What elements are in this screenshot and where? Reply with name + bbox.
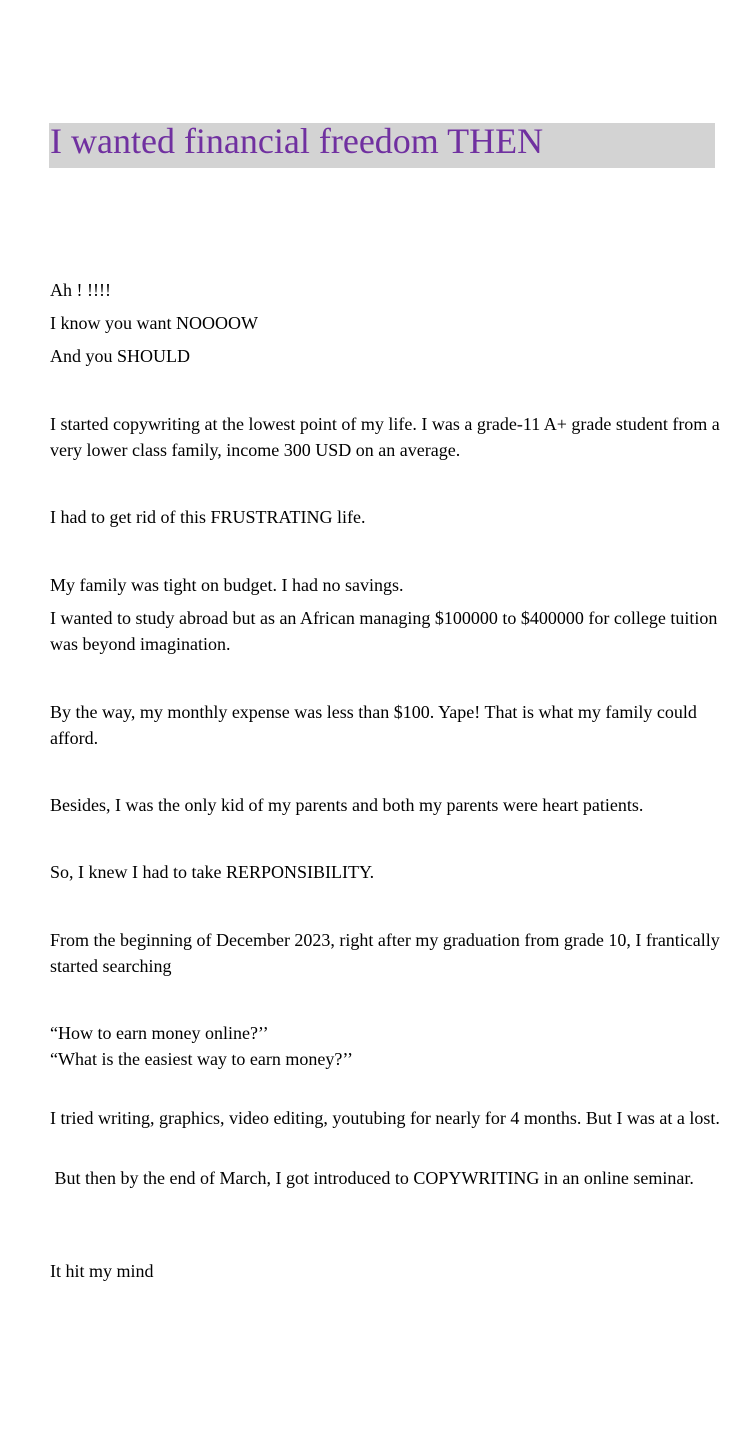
paragraph-4: I started copywriting at the lowest point of my life. I was a grade-11 A+ grade student from a very lower class family, income 300 USD on an average.	[50, 414, 720, 460]
paragraph-14: It hit my mind	[50, 1261, 154, 1281]
paragraph-3: And you SHOULD	[50, 346, 191, 366]
paragraph-6: My family was tight on budget. I had no savings.	[50, 575, 404, 595]
page-title: I wanted financial freedom THEN	[50, 121, 544, 161]
paragraph-13: But then by the end of March, I got introduced to COPYWRITING in an online seminar.	[50, 1168, 694, 1188]
paragraph-11: From the beginning of December 2023, right after my graduation from grade 10, I frantically started searching	[50, 930, 720, 976]
paragraph-9: Besides, I was the only kid of my parents and both my parents were heart patients.	[50, 795, 644, 815]
quote-2: “What is the easiest way to earn money?’’	[50, 1049, 354, 1069]
paragraph-2: I know you want NOOOOW	[50, 313, 258, 333]
quote-1: “How to earn money online?’’	[50, 1023, 269, 1043]
paragraph-12: I tried writing, graphics, video editing, youtubing for nearly for 4 months. But I was at a lost.	[50, 1108, 720, 1128]
paragraph-1: Ah ! !!!!	[50, 280, 111, 300]
paragraph-5: I had to get rid of this FRUSTRATING life.	[50, 507, 366, 527]
title-highlight	[49, 123, 715, 168]
paragraph-7: I wanted to study abroad but as an African managing $100000 to $400000 for college tuition was beyond imagination.	[50, 608, 718, 654]
paragraph-8: By the way, my monthly expense was less than $100. Yape! That is what my family could afford.	[50, 702, 697, 748]
paragraph-10: So, I knew I had to take RERPONSIBILITY.	[50, 862, 375, 882]
